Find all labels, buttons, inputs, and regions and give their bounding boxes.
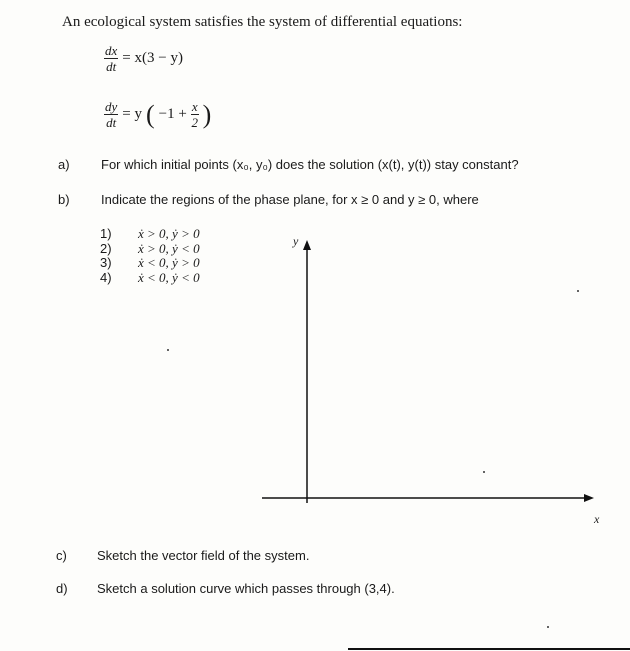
case-condition: ẋ > 0, ẏ > 0 bbox=[138, 226, 200, 241]
equation-rhs-prefix: = y bbox=[122, 106, 142, 122]
case-number: 3) bbox=[100, 255, 112, 270]
frac-denominator: 2 bbox=[191, 115, 198, 130]
part-d-label: d) bbox=[56, 581, 68, 596]
frac-numerator: x bbox=[191, 99, 198, 114]
part-d-text: Sketch a solution curve which passes through (3,4). bbox=[97, 581, 395, 596]
frac-denominator: dt bbox=[106, 59, 117, 74]
intro-text: An ecological system satisfies the system of differential equations: bbox=[62, 14, 463, 30]
frac-denominator: dt bbox=[106, 115, 117, 130]
part-c-label: c) bbox=[56, 548, 67, 563]
equation-rhs: = x(3 − y) bbox=[122, 50, 183, 66]
part-b-text: Indicate the regions of the phase plane, for x ≥ 0 and y ≥ 0, where bbox=[101, 192, 479, 207]
right-paren: ) bbox=[202, 99, 212, 129]
case-number: 4) bbox=[100, 269, 112, 285]
case-condition: ẋ < 0, ẏ > 0 bbox=[138, 255, 200, 270]
x-axis-label: x bbox=[594, 512, 600, 526]
speck-dot bbox=[167, 349, 169, 351]
left-paren: ( bbox=[146, 99, 155, 129]
equation-rhs-inner: −1 + bbox=[158, 106, 187, 122]
speck-dot bbox=[547, 626, 549, 628]
y-axis-label: y bbox=[293, 234, 299, 248]
frac-numerator: dx bbox=[105, 43, 118, 58]
case-number: 2) bbox=[100, 240, 112, 256]
speck-dot bbox=[483, 471, 485, 473]
y-axis-arrowhead bbox=[303, 240, 311, 250]
case-condition: ẋ < 0, ẏ < 0 bbox=[138, 269, 200, 285]
x-axis-arrowhead bbox=[584, 494, 594, 502]
part-c-text: Sketch the vector field of the system. bbox=[97, 548, 310, 563]
case-condition: ẋ > 0, ẏ < 0 bbox=[138, 240, 200, 256]
bottom-rule bbox=[348, 648, 630, 650]
part-a-label: a) bbox=[58, 157, 70, 172]
speck-dot bbox=[577, 290, 579, 292]
part-a-text: For which initial points (x₀, y₀) does the solution (x(t), y(t)) stay constant? bbox=[101, 157, 519, 172]
case-number: 1) bbox=[100, 226, 112, 241]
part-b-label: b) bbox=[58, 192, 70, 207]
frac-numerator: dy bbox=[105, 99, 118, 114]
